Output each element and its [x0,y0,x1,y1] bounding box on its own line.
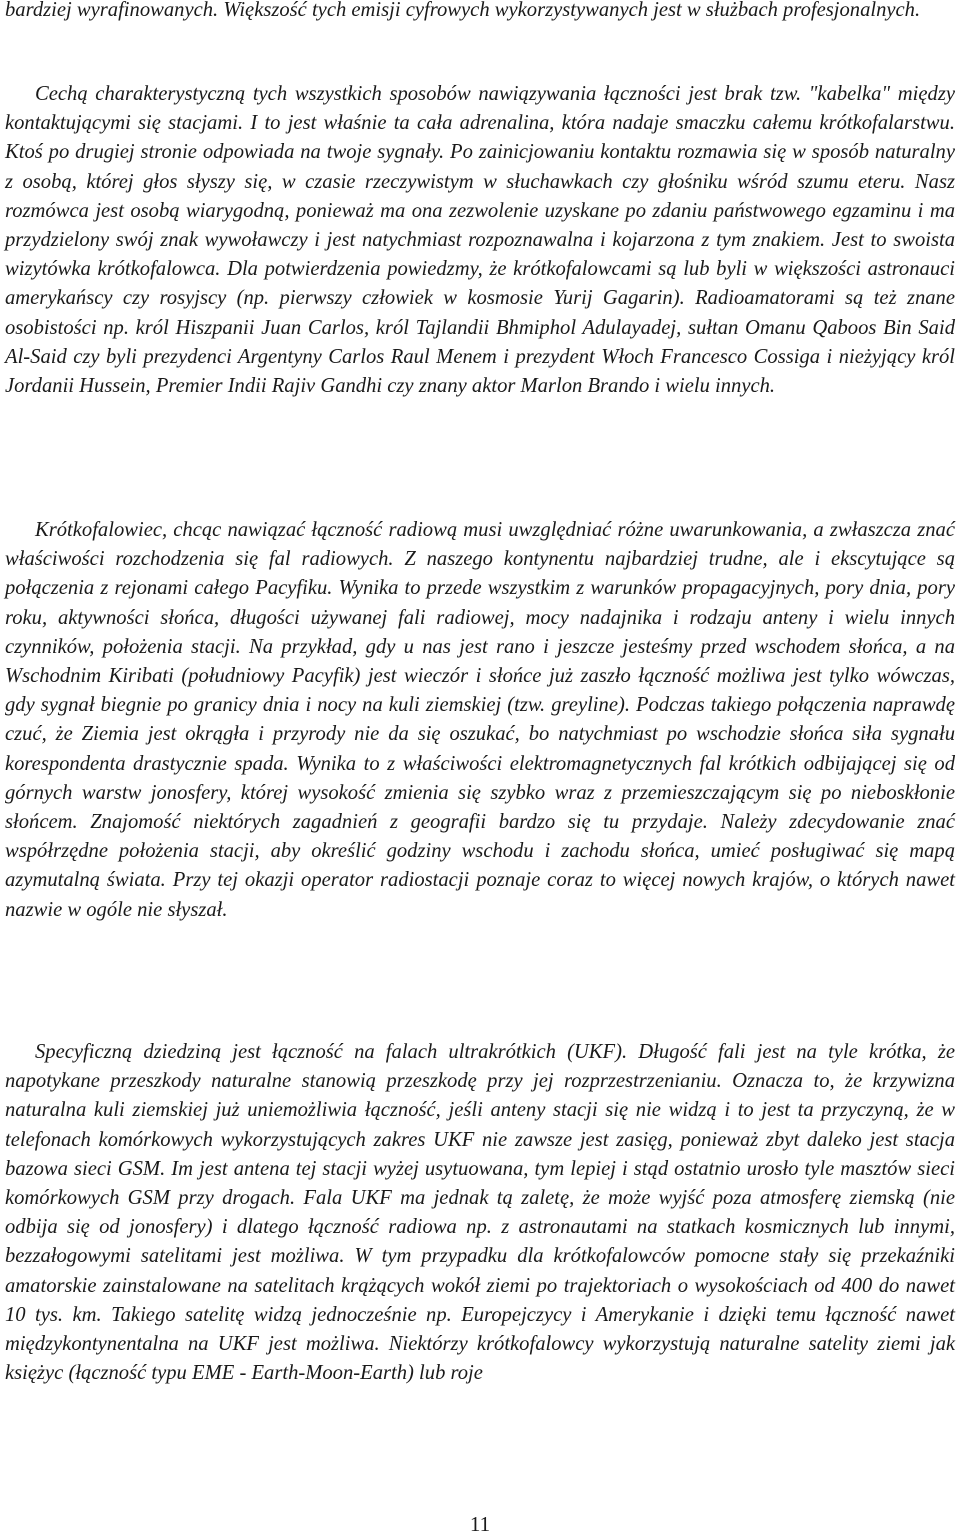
paragraph-2 [5,80,955,401]
paragraph-3-text: Krótkofalowiec, chcąc nawiązać łączność radiową musi uwzględniać różne uwarunkowania, a zwłaszcza znać właściwości rozchodzenia się fal radiowych. Z naszego kontynentu najbardziej trudne, ale i ekscytujące są połączenia z rejonami całego Pacyfiku. Wynika to przede wszystkim z warunków propagacyjnych, pory dnia, pory roku, aktywności słońca, długości używanej fali radiowej, mocy nadajnika i rodzaju anteny i wielu innych czynników, położenia stacji. Na przykład, gdy u nas jest rano i jeszcze jesteśmy przed wschodem słońca, a na Wschodnim Kiribati (południowy Pacyfik) jest wieczór i słońce już zaszło łączność możliwa jest tylko wówczas, gdy sygnał biegnie po granicy dnia i nocy na kuli ziemskiej (tzw. greyline). Podczas takiego połączenia naprawdę czuć, że Ziemia jest okrągła i przyrody nie da się oszukać, bo natychmiast po wschodzie słońca siła sygnału korespondenta drastycznie spada. Wynika to z właściwości elektromagnetycznych fal krótkich odbijającej się od górnych warstw jonosfery, której wysokość zmienia się szybko wraz z przemieszczającym się po nieboskłonie słońcem. Znajomość niektórych zagadnień z geografii bardzo się tu przydaje. Należy zdecydowanie znać współrzędne położenia stacji, aby określić godziny wschodu i zachodu słońca, umieć posługiwać się mapą azymutalną świata. Przy tej okazji operator radiostacji poznaje coraz to więcej nowych krajów, o których nawet nazwie w ogóle nie słyszał. [5,519,955,921]
paragraph-2-text: Cechą charakterystyczną tych wszystkich sposobów nawiązywania łączności jest brak tzw. "kabelka" między kontaktującymi się stacjami. I to jest właśnie ta cała adrenalina, która nadaje smaczku całemu krótkofalarstwu. Ktoś po drugiej stronie odpowiada na twoje sygnały. Po zainicjowaniu kontaktu rozmawia się w sposób naturalny z osobą, której głos słyszy się, w czasie rzeczywistym w słuchawkach czy głośniku wśród szumu eteru. Nasz rozmówca jest osobą wiarygodną, ponieważ ma ona zezwolenie uzyskane po zdaniu państwowego egzaminu i ma przydzielony swój znak wywoławczy i jest natychmiast rozpoznawalna i kojarzona z tym znakiem. Jest to swoista wizytówka krótkofalowca. Dla potwierdzenia powiedzmy, że krótkofalowcami są lub byli w większości astronauci amerykańscy czy rosyjscy (np. pierwszy człowiek w kosmosie Yurij Gagarin). Radioamatorami są też znane osobistości np. król Hiszpanii Juan Carlos, król Tajlandii Bhmiphol Adulayadej, sułtan Omanu Qaboos Bin Said Al-Said czy byli prezydenci Argentyny Carlos Raul Menem i prezydent Włoch Francesco Cossiga i nieżyjący król Jordanii Hussein, Premier Indii Rajiv Gandhi czy znany aktor Marlon Brando i wielu innych. [5,83,955,398]
paragraph-1 [5,0,955,25]
paragraph-4 [5,1038,955,1388]
paragraph-3 [5,516,955,925]
paragraph-4-text: Specyficzną dziedziną jest łączność na falach ultrakrótkich (UKF). Długość fali jest na tyle krótka, że napotykane przeszkody naturalne stanowią przeszkodę przy jej rozprzestrzenianiu. Oznacza to, że krzywizna naturalna kuli ziemskiej już uniemożliwia łączność, jeśli anteny stacji się nie widzą i to jest ta przyczyną, że w telefonach komórkowych wykorzystujących zakres UKF nie zawsze jest zasięg, ponieważ zbyt daleko jest stacja bazowa sieci GSM. Im jest antena tej stacji wyżej usytuowana, tym lepiej i stąd ostatnio urosło tyle masztów sieci komórkowych GSM przy drogach. Fala UKF ma jednak tą zaletę, że może wyjść poza atmosferę ziemską (nie odbija się od jonosfery) i dlatego łączność radiowa np. z astronautami na statkach kosmicznych lub innymi, bezzałogowymi satelitami jest możliwa. W tym przypadku dla krótkofalowców pomocne stały się przekaźniki amatorskie zainstalowane na satelitach krążących wokół ziemi po trajektoriach o wysokościach od 400 do nawet 10 tys. km. Takiego satelitę widzą jednocześnie np. Europejczycy i Amerykanie i dzięki temu łączność nawet międzykontynentalna na UKF jest możliwa. Niektórzy krótkofalowcy wykorzystują naturalne satelity ziemi jak księżyc (łączność typu EME - Earth-Moon-Earth) lub roje [5,1041,955,1385]
page-number: 11 [469,1512,491,1536]
paragraph-1-text: bardziej wyrafinowanych. Większość tych emisji cyfrowych wykorzystywanych jest w służbach profesjonalnych. [5,0,921,21]
